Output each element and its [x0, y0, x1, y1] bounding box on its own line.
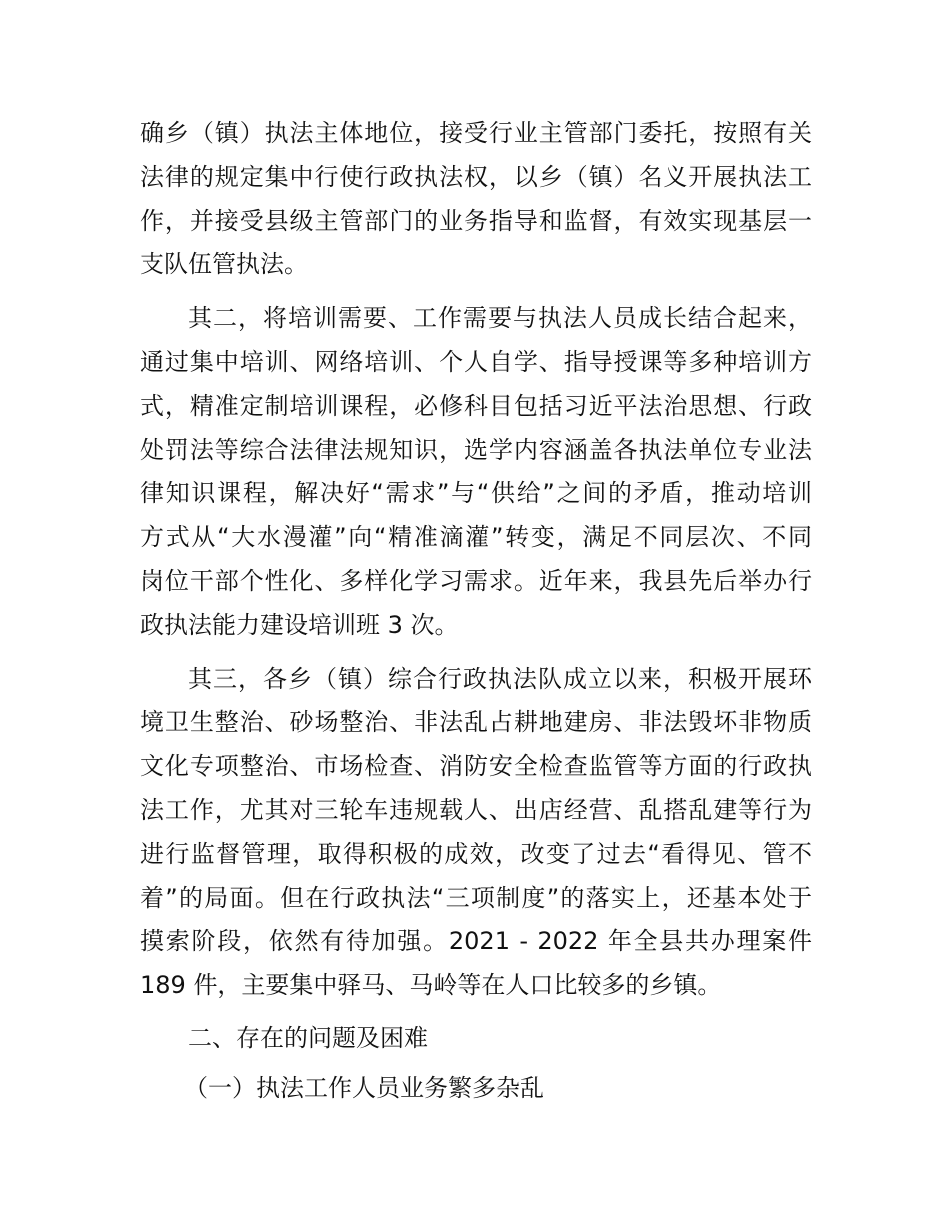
- text-line: 通过集中培训、网络培训、个人自学、指导授课等多种培训方: [140, 347, 812, 376]
- subsection-heading: （一）执法工作人员业务繁多杂乱: [184, 1073, 544, 1102]
- paragraph: [140, 658, 812, 1008]
- section-heading: 二、存在的问题及困难: [188, 1023, 428, 1052]
- text-line: 方式从“大水漫灌”向“精准滴灌”转变，满足不同层次、不同: [140, 523, 812, 552]
- text-line: 确乡（镇）执法主体地位，接受行业主管部门委托，按照有关: [140, 119, 812, 147]
- text-line: 其二，将培训需要、工作需要与执法人员成长结合起来，: [188, 304, 812, 333]
- text-line: 岗位干部个性化、多样化学习需求。近年来，我县先后举办行: [140, 566, 812, 595]
- paragraph: [140, 297, 812, 647]
- text-line: 作，并接受县级主管部门的业务指导和监督，有效实现基层一: [140, 206, 812, 235]
- text-line: 进行监督管理，取得积极的成效，改变了过去“看得见、管不: [140, 839, 812, 868]
- text-line: 法律的规定集中行使行政执法权，以乡（镇）名义开展执法工: [140, 162, 812, 191]
- text-line: 文化专项整治、市场检查、消防安全检查监管等方面的行政执: [140, 752, 812, 781]
- text-line: 着”的局面。但在行政执法“三项制度”的落实上，还基本处于: [140, 883, 812, 912]
- text-line: 处罚法等综合法律法规知识，选学内容涵盖各执法单位专业法: [140, 435, 812, 464]
- text-line: 189 件，主要集中驿马、马岭等在人口比较多的乡镇。: [140, 971, 722, 1000]
- text-line: 境卫生整治、砂场整治、非法乱占耕地建房、非法毁坏非物质: [140, 708, 812, 737]
- text-line: 律知识课程，解决好“需求”与“供给”之间的矛盾，推动培训: [140, 479, 812, 508]
- text-line: 摸索阶段，依然有待加强。2021 - 2022 年全县共办理案件: [140, 927, 812, 956]
- text-line: 其三，各乡（镇）综合行政执法队成立以来，积极开展环: [188, 664, 812, 693]
- text-line: 式，精准定制培训课程，必修科目包括习近平法治思想、行政: [140, 391, 812, 420]
- text-line: 法工作，尤其对三轮车违规载人、出店经营、乱搭乱建等行为: [140, 795, 812, 824]
- text-line: 支队伍管执法。: [140, 250, 308, 279]
- document-body: [140, 112, 812, 1108]
- text-line: 政执法能力建设培训班 3 次。: [140, 610, 459, 639]
- paragraph: [140, 112, 812, 287]
